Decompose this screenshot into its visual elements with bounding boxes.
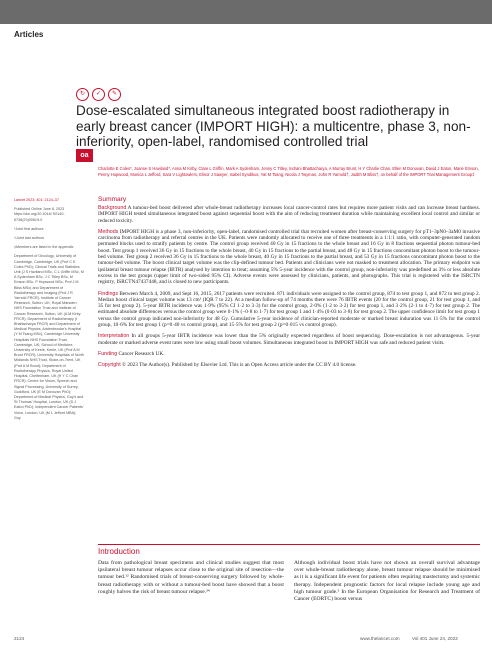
paragraph-label: Findings	[98, 290, 119, 297]
paragraph-label: Funding	[98, 350, 118, 357]
section-label: Articles	[14, 30, 44, 39]
journal-issue: Vol 401 June 24, 2023	[412, 636, 458, 641]
paragraph-text: In all groups 5-year IBTR incidence was lower than the 5% originally expected regardless of boost sequencing. Dose-escalation is not advantageous. 5-year moderate or marked adverse event rates were low using small boost volumes. Simultaneous integrated boost in IMPORT HIGH was safe and reduced patient visits.	[98, 333, 480, 346]
paragraph-label: Interpretation	[98, 333, 130, 340]
abstract-heading: Summary	[98, 196, 127, 203]
crossmark-icon[interactable]: ✓	[92, 88, 105, 101]
article-title: Dose-escalated simultaneous integrated boost radiotherapy in early breast cancer (IMPORT HIGH): a multicentre, phase 3, non-inferiority, open-label, randomised controlled trial	[76, 103, 471, 149]
introduction-heading: Introduction	[98, 547, 140, 556]
joint-last-note: †Joint last authors	[14, 236, 44, 241]
paragraph-label: Methods	[98, 228, 119, 235]
paragraph-text: IMPORT HIGH is a phase 3, non-inferiority, open-label, randomised controlled trial that recruited women after breast-conserving surgery for pT1–3pN0–3aM0 invasive carcinoma from radiotherapy and referral centres in the UK. Patients were randomly allocated to receive one of three treatments in a 1:1:1 ratio, with computer-generated random permuted blocks used to stratify patients by centre. The control group received 40 Gy in 15 fractions to the whole breast and 16 Gy in 8 fractions sequential photon tumour-bed boost. Test group 1 received 36 Gy in 15 fractions to the whole breast, 40 Gy in 15 fractions to the partial breast, and 48 Gy in 15 fractions concomitant photon boost to the tumour-bed volume. Test group 2 received 36 Gy in 15 fractions to the whole breast, 40 Gy in 15 fractions to the partial breast, and 53 Gy in 15 fractions concomitant photon boost to the tumour-bed volume. The boost clinical target volume was the clip-defined tumour bed. Patients and clinicians were not masked to treatment allocation. The primary endpoint was ipsilateral breast tumour relapse (IBTR) analysed by intention to treat; assuming 5% 5-year incidence with the control group, non-inferiority was predefined as 3% or less absolute excess in the test groups (upper limit of two-sided 95% CI). Adverse events were assessed by clinicians, patients, and photographs. This trial is registered with the ISRCTN registry, ISRCTN47437448, and is closed to new participants.	[98, 228, 480, 286]
article-icons	[76, 88, 121, 101]
paragraph-label: Background	[98, 205, 127, 211]
abstract-findings	[98, 291, 480, 329]
open-access-badge: oa	[76, 149, 93, 162]
abstract	[98, 196, 480, 374]
paragraph-label: Copyright	[98, 362, 121, 369]
check-for-updates-icon[interactable]: ↻	[76, 88, 89, 101]
published-online[interactable]: Published Online June 8, 2023 https://doi.org/10.1016/ S0140-6736(23)00619-0	[14, 207, 65, 222]
abstract-copyright	[98, 362, 480, 368]
paragraph-text: Cancer Research UK.	[117, 350, 165, 357]
section-divider	[98, 544, 480, 545]
affiliations: Department of Oncology, University of Cambridge, Cambridge, UK (Prof C E Coles PhD); Clinical Trials and Statistics Unit (J S Haviland MSc, C L Griffin MSc, M A Sydenham BSc, J C Titley BSc, M Emson BSc, P Hopwood MSc, Prof J M Bliss MSc) and Department of Radiotherapy and Imaging (Prof J R Yarnold FRCR), Institute of Cancer Research, Sutton, UK; Royal Marsden NHS Foundation Trust and Institute of Cancer Research, Sutton, UK (A M Kirby FRCR); Department of Radiotherapy (I Bhattacharya FRCR) and Department of Medical Physics, Addenbrooke's Hospital (Y M Tsang MSc), Cambridge University Hospitals NHS Foundation Trust, Cambridge, UK; School of Medicine, University of Keele, Keele, UK (Prof A M Brunt FRCR); University Hospitals of North Midlands NHS Trust, Stoke-on-Trent, UK (Prof A M Brunt); Department of Radiotherapy Physics, Royal United Hospital, Cheltenham, UK (H Y C Chan FRCR); Centre for Vision, Speech and Signal Processing, University of Surrey, Guildford, UK (E M Donovan PhD); Department of Medical Physics, Guy's and St Thomas' Hospital, London, UK (D J Eaton PhD); Independent Cancer Patients' Voice, London, UK (M L Jefford MBA); Guy	[14, 254, 84, 420]
introduction-column-1: Data from pathological breast specimens and clinical studies suggest that most ipsilateral breast tumour relapses occur close to the original site of resection—the tumour bed.¹² Randomised trials of breast-conserving surgery followed by whole-breast radiotherapy with or without a tumour-bed boost have showed that a boost roughly halves the risk of breast tumour relapse.³⁴	[98, 560, 284, 595]
abstract-methods	[98, 229, 480, 286]
page-number: 2124	[14, 636, 25, 641]
members-note: ‡Members are listed in the appendix	[14, 245, 74, 250]
margin-notes	[14, 198, 84, 425]
paragraph-text: Between March 4, 2009, and Sept 16, 2015, 2617 patients were recruited. 871 individuals were assigned to the control group, 874 to test group 1, and 872 to test group 2. Median boost clinical target volume was 13 cm³ (IQR 7 to 22). At a median follow-up of 74 months there were 76 IBTR events (20 for the control group, 21 for test group 1, and 35 for test group 2). 5-year IBTR incidence was 1·9% (95% CI 1·2 to 3·3) for the control group, 2·0% (1·2 to 3·2) for test group 1, and 3·2% (2·1 to 4·7) for test group 2. The estimated absolute differences versus the control group were 0·1% (−0·8 to 1·7) for test group 1 and 1·4% (0·03 to 3·8) for test group 2. The upper confidence limit for test group 1 versus the control group indicated non-inferiority for 48 Gy. Cumulative 5-year incidence of clinician-reported moderate or marked breast induration was 11·5% for the control group, 10·6% for test group 1 (p=0·40 vs control group), and 15·5% for test group 2 (p=0·015 vs control group).	[98, 290, 480, 329]
joint-first-note: *Joint first authors	[14, 226, 44, 231]
journal-site[interactable]: www.thelancet.com	[360, 636, 400, 641]
paragraph-text: © 2023 The Author(s). Published by Elsevier Ltd. This is an Open Access article under the CC BY 4.0 license.	[120, 362, 357, 369]
citation: Lancet 2023; 401: 2124–37	[14, 198, 59, 202]
author-list: Charlotte E Coles*, Joanne S Haviland*, Anna M Kirby, Clare L Griffin, Mark A Sydenham, Jenny C Titley, Indrani Bhattacharya, A Murray Brunt, H Y Charlie Chan, Ellen M Donovan, David J Eaton, Marie Emson, Penny Hopwood, Monica L Jefford, Sara V Lightowlers, Elinor J Sawyer, Isabel Syndikus, Yat M Tsang, Nicola J Twyman, John R Yarnold†, Judith M Bliss†, on behalf of the IMPORT Trial Management Group‡	[98, 166, 479, 178]
journal-top-bar	[0, 0, 492, 24]
abstract-background	[98, 205, 480, 224]
abstract-interpretation	[98, 333, 480, 346]
paragraph-text: A tumour-bed boost delivered after whole-breast radiotherapy increases local cancer-control rates but requires more patient visits and can increase breast hardness. IMPORT HIGH tested simultaneous integrated boost against sequential boost with the aim of reducing treatment duration while maintaining excellent local control and similar or reduced toxicity.	[98, 205, 480, 224]
comment-icon[interactable]: ✎	[108, 88, 121, 101]
abstract-funding	[98, 351, 480, 357]
introduction-column-2: Although individual boost trials have not shown an overall survival advantage over whole-breast radiotherapy alone, breast tumour relapse should be minimised as it is a significant life event for patients often requiring mastectomy and systemic therapy. Independent prognostic factors for local relapse include young age and high tumour grade.⁵ In the European Organisation for Research and Treatment of Cancer (EORTC) boost versus	[294, 560, 480, 603]
